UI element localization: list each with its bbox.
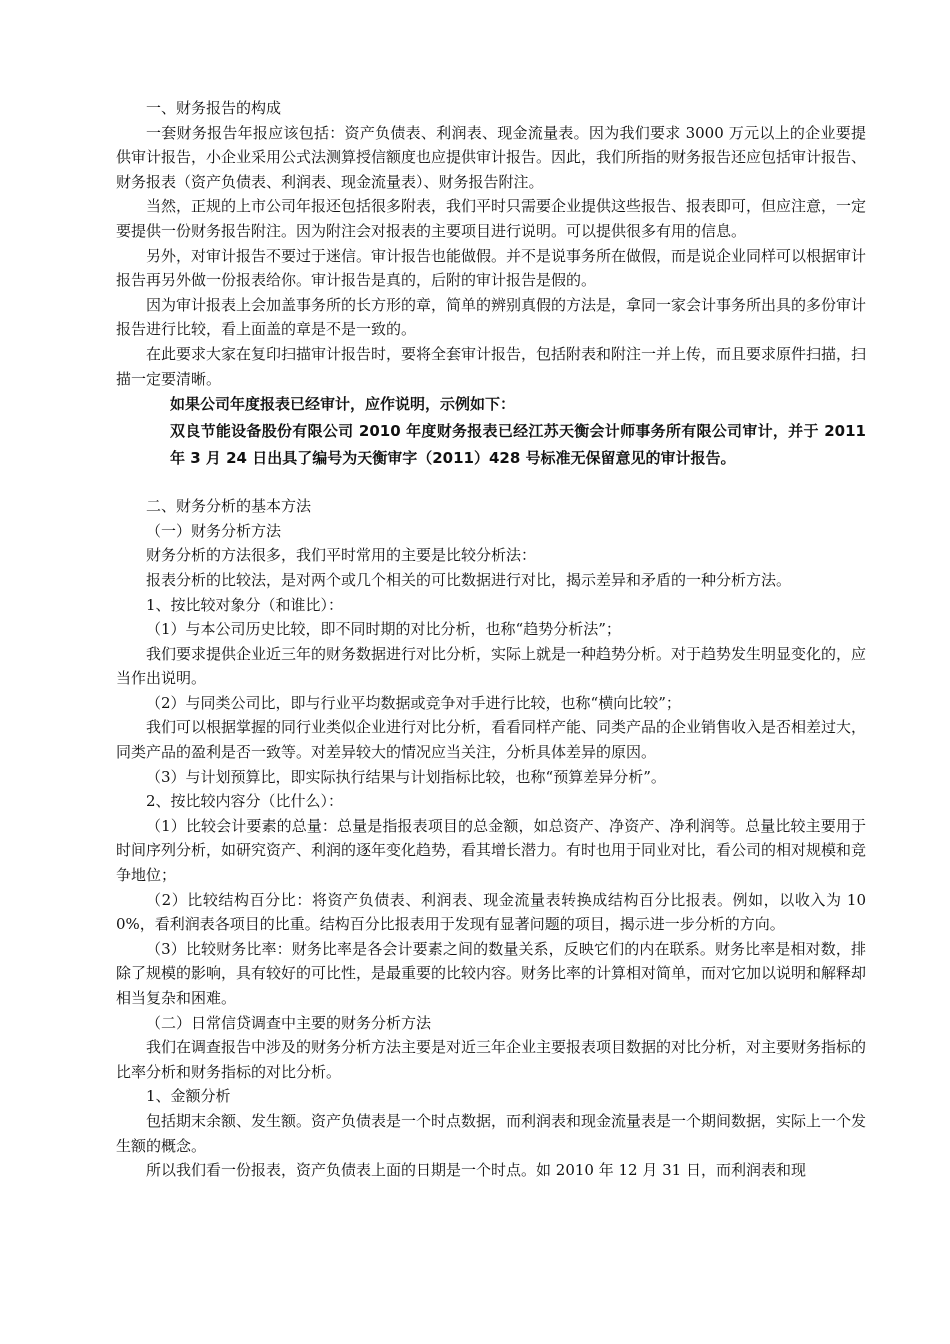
- spacer: [116, 472, 866, 494]
- subsection-title: （一）财务分析方法: [146, 521, 282, 540]
- paragraph: 财务分析的方法很多，我们平时常用的主要是比较分析法：: [146, 546, 537, 565]
- paragraph: 因为审计报表上会加盖事务所的长方形的章，简单的辨别真假的方法是，拿同一家会计事务所出具的多份审计报告进行比较，看上面盖的章是不是一致的。: [116, 295, 867, 339]
- list-item: （3）比较财务比率：财务比率是各会计要素之间的数量关系，反映它们的内在联系。财务比率是相对数，排除了规模的影响，具有较好的可比性，是最重要的比较内容。财务比率的计算相对简单，而对它加以说明和解释却相当复杂和困难。: [116, 939, 867, 1007]
- paragraph: 当然，正规的上市公司年报还包括很多附表，我们平时只需要企业提供这些报告、报表即可，但应注意，一定要提供一份财务报告附注。因为附注会对报表的主要项目进行说明。可以提供很多有用的信息。: [116, 197, 867, 240]
- paragraph: 我们在调查报告中涉及的财务分析方法主要是对近三年企业主要报表项目数据的对比分析，对主要财务指标的比率分析和财务指标的对比分析。: [116, 1038, 867, 1081]
- list-item: （3）与计划预算比，即实际执行结果与计划指标比较，也称“预算差异分析”。: [146, 767, 666, 786]
- audit-note-heading: 如果公司年度报表已经审计，应作说明，示例如下：: [170, 395, 516, 414]
- subsection-title: （二）日常信贷调查中主要的财务分析方法: [146, 1013, 432, 1032]
- list-item: （2）比较结构百分比：将资产负债表、利润表、现金流量表转换成结构百分比报表。例如，以收入为 100%，看利润表各项目的比重。结构百分比报表用于发现有显著问题的项目，揭示进一步分析的方向。: [116, 890, 866, 934]
- paragraph: 在此要求大家在复印扫描审计报告时，要将全套审计报告，包括附表和附注一并上传，而且要求原件扫描，扫描一定要清晰。: [116, 344, 867, 388]
- paragraph: 一套财务报告年报应该包括：资产负债表、利润表、现金流量表。因为我们要求 3000 万元以上的企业要提供审计报告，小企业采用公式法测算授信额度也应提供审计报告。因此，我们所指的财务报告还应包括审计报告、财务报表（资产负债表、利润表、现金流量表）、财务报告附注。: [116, 123, 867, 191]
- paragraph: 我们要求提供企业近三年的财务数据进行对比分析，实际上就是一种趋势分析。对于趋势发生明显变化的，应当作出说明。: [116, 644, 867, 688]
- audit-note-example: 双良节能设备股份有限公司 2010 年度财务报表已经江苏天衡会计师事务所有限公司审计，并于 2011 年 3 月 24 日出具了编号为天衡审字（2011）428 号标准无保留意见的审计报告。: [170, 422, 866, 468]
- paragraph: 报表分析的比较法，是对两个或几个相关的可比数据进行对比，揭示差异和矛盾的一种分析方法。: [146, 570, 792, 589]
- list-heading: 2、按比较内容分（比什么）：: [146, 792, 344, 811]
- paragraph: 我们可以根据掌握的同行业类似企业进行对比分析，看看同样产能、同类产品的企业销售收入是否相差过大，同类产品的盈利是否一致等。对差异较大的情况应当关注，分析具体差异的原因。: [116, 718, 867, 762]
- paragraph: 包括期末余额、发生额。资产负债表是一个时点数据，而利润表和现金流量表是一个期间数据，实际上一个发生额的概念。: [116, 1111, 867, 1155]
- list-heading: 1、按比较对象分（和谁比）：: [146, 595, 344, 614]
- list-item: （1）与本公司历史比较，即不同时期的对比分析，也称“趋势分析法”；: [146, 620, 621, 639]
- section-1-title: 一、财务报告的构成: [146, 99, 282, 117]
- list-item: （2）与同类公司比，即与行业平均数据或竞争对手进行比较，也称“横向比较”；: [146, 693, 681, 712]
- paragraph: 所以我们看一份报表，资产负债表上面的日期是一个时点。如 2010 年 12 月 31 日，而利润表和现: [146, 1161, 806, 1180]
- list-item: （1）比较会计要素的总量：总量是指报表项目的总金额，如总资产、净资产、净利润等。总量比较主要用于时间序列分析，如研究资产、利润的逐年变化趋势，看其增长潜力。有时也用于同业对比，看公司的相对规模和竞争地位；: [116, 816, 867, 885]
- list-heading: 1、金额分析: [146, 1087, 231, 1106]
- section-2-title: 二、财务分析的基本方法: [146, 497, 312, 516]
- paragraph: 另外，对审计报告不要过于迷信。审计报告也能做假。并不是说事务所在做假，而是说企业同样可以根据审计报告再另外做一份报表给你。审计报告是真的，后附的审计报告是假的。: [116, 246, 867, 290]
